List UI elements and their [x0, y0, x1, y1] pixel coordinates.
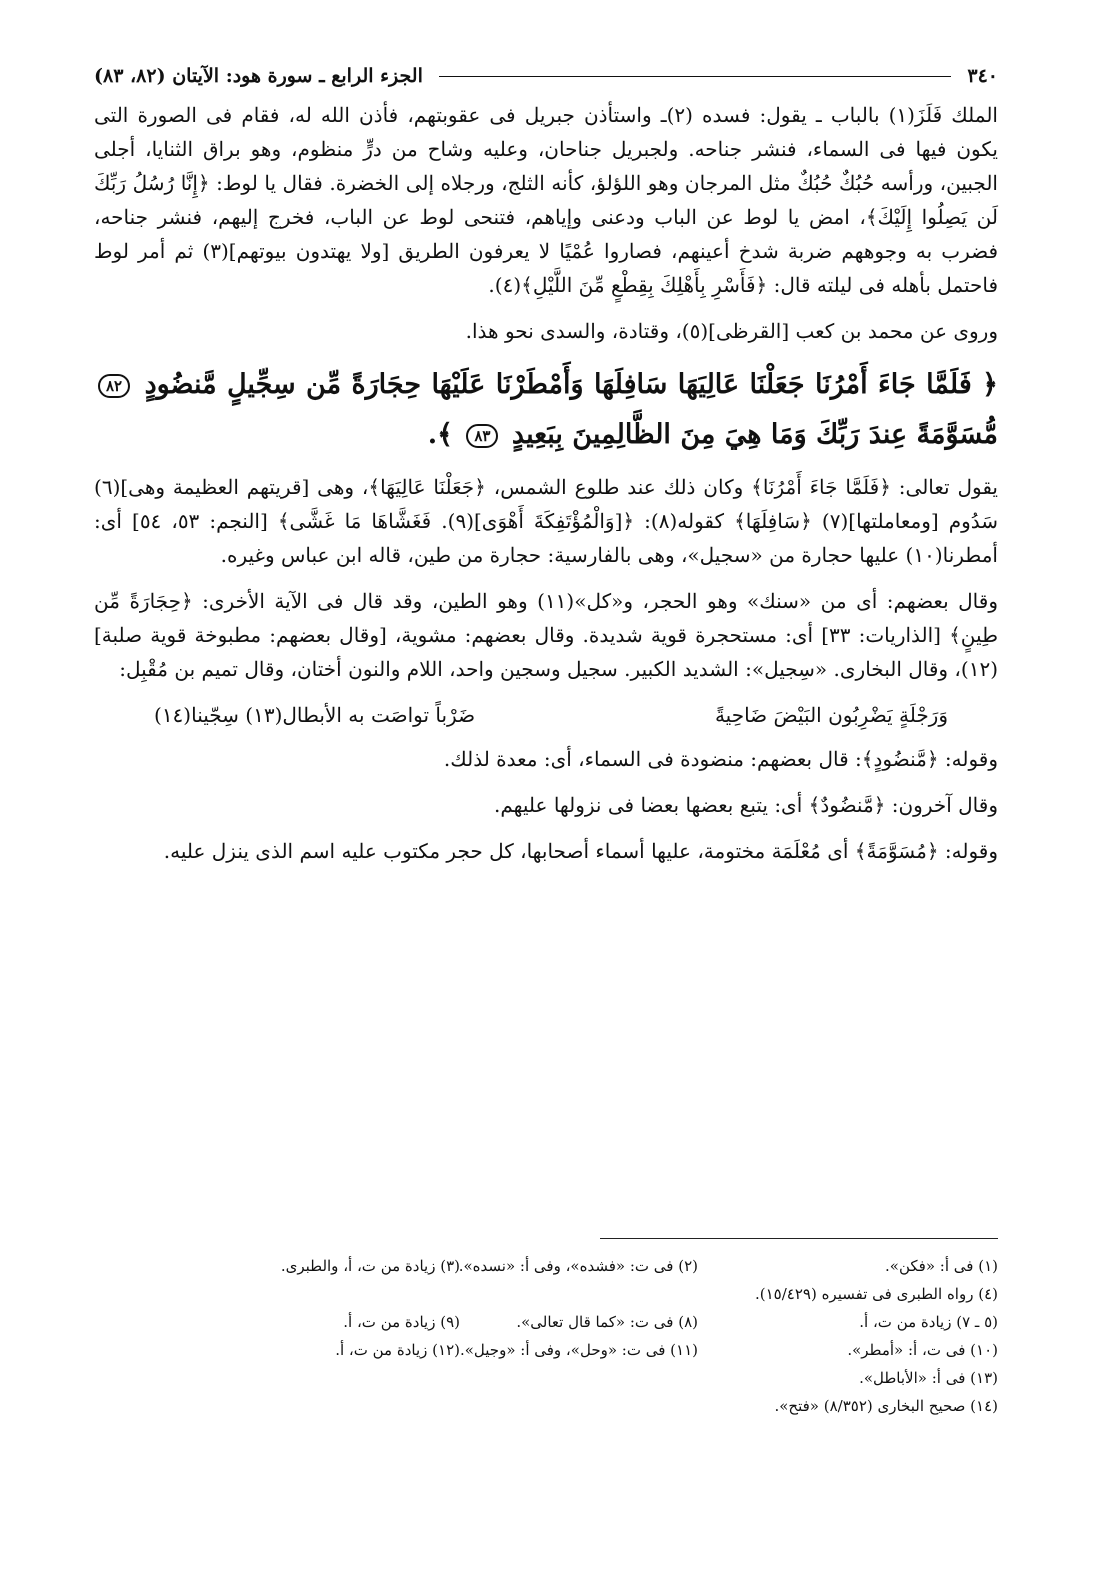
running-title: الجزء الرابع ـ سورة هود: الآيتان (٨٢، ٨٣) [94, 65, 423, 87]
footnote: (١١) فى ت: «وحل»، وفى أ: «وجيل». [459, 1341, 698, 1359]
poem-verse [154, 698, 948, 732]
main-text [94, 98, 998, 868]
closing-paragraph: وقال آخرون: ﴿مَّنضُودٌ﴾ أى: يتبع بعضها بعضا فى نزولها عليهم. [494, 793, 998, 817]
footnote: (٢) فى ت: «فشده»، وفى أ: «نسده». [458, 1257, 698, 1275]
commentary-paragraph: يقول تعالى: ﴿فَلَمَّا جَاءَ أَمْرُنَا﴾ وكان ذلك عند طلوع الشمس، ﴿جَعَلْنَا عَالِيَهَا﴾، وهى [قريتهم العظيمة وهى](٦) سَدُوم [ومعاملتها](٧) ﴿سَافِلَهَا﴾ كقوله(٨): ﴿[وَالْمُؤْتَفِكَةَ أَهْوَى](٩). فَغَشَّاهَا مَا غَشَّى﴾ [النجم: ٥٣، ٥٤] أى: أمطرنا(١٠) عليها حجارة من «سجيل»، وهى بالفارسية: حجارة من طين، قاله ابن عباس وغيره. [94, 475, 999, 567]
footnote-row [160, 1392, 998, 1420]
footnotes [160, 1252, 998, 1420]
verse-end-bracket: ﴾. [427, 419, 453, 450]
header-rule [439, 76, 952, 77]
page-header [94, 58, 998, 94]
poem-hemistich-2: ضَرْباً تواصَت به الأبطال(١٣) سِجّينا(١٤) [154, 703, 476, 727]
quran-verse [94, 360, 998, 460]
poem-hemistich-1: وَرَجْلَةٍ يَضْرِبُون البَيْضَ ضَاحِيةً [714, 703, 948, 727]
footnote-separator [600, 1238, 998, 1239]
footnote: (١٢) زيادة من ت، أ. [335, 1341, 460, 1359]
page-number: ٣٤٠ [967, 65, 998, 87]
footnote: (١٤) صحيح البخارى (٨/٣٥٢) «فتح». [774, 1397, 998, 1415]
footnote: (٩) زيادة من ت، أ. [343, 1313, 460, 1331]
footnote-row [160, 1336, 998, 1364]
verse-line-2: مُّسَوَّمَةً عِندَ رَبِّكَ وَمَا هِيَ مِنَ الظَّالِمِينَ بِبَعِيدٍ [511, 419, 998, 450]
footnote-row [160, 1308, 998, 1336]
footnote-row [160, 1364, 998, 1392]
closing-paragraph: وقوله: ﴿مُسَوَّمَةً﴾ أى مُعْلَمَة مختومة، عليها أسماء أصحابها، كل حجر مكتوب عليه اسم الذى ينزل عليه. [163, 839, 998, 863]
verse-number-83: ٨٣ [466, 424, 498, 448]
verse-number-82: ٨٢ [98, 374, 130, 398]
footnote-row [160, 1252, 998, 1280]
footnote: (١٣) فى أ: «الأباطل». [859, 1369, 998, 1387]
footnote: (١٠) فى ت، أ: «أمطر». [847, 1341, 998, 1359]
closing-paragraph: وقوله: ﴿مَّنضُودٍ﴾: قال بعضهم: منضودة فى السماء، أى: معدة لذلك. [443, 747, 998, 771]
footnote-row [160, 1280, 998, 1308]
paragraph: الملك فَلَزَ(١) بالباب ـ يقول: فسده (٢)ـ واستأذن جبريل فى عقوبتهم، فأذن الله له، فقام فى الصورة التى يكون فيها فى السماء، فنشر جناحه. ولجبريل جناحان، وعليه وشاح من درٍّ منظوم، وهو براق الثنايا، أجلى الجبين، ورأسه حُبُكٌ حُبُكٌ مثل المرجان وهو اللؤلؤ، كأنه الثلج، ورجلاه إلى الخضرة. فقال يا لوط: ﴿إِنَّا رُسُلُ رَبِّكَ لَن يَصِلُوا إِلَيْكَ﴾، امض يا لوط عن الباب ودعنى وإياهم، فتنحى لوط عن الباب، فخرج إليهم، فنشر جناحه، فضرب به وجوههم ضربة شدخ أعينهم، فصاروا عُمْيًا لا يعرفون الطريق [ولا يهتدون بيوتهم](٣) ثم أمر لوط فاحتمل بأهله فى ليلته قال: ﴿فَأَسْرِ بِأَهْلِكَ بِقِطْعٍ مِّنَ اللَّيْلِ﴾(٤). [94, 103, 999, 297]
footnote: (٥ ـ ٧) زيادة من ت، أ. [859, 1313, 998, 1331]
footnote: (٤) رواه الطبرى فى تفسيره (١٥/٤٢٩). [754, 1285, 998, 1303]
footnote: (١) فى أ: «فكن». [885, 1257, 998, 1275]
commentary-paragraph: وقال بعضهم: أى من «سنك» وهو الحجر، و«كل»(١١) وهو الطين، وقد قال فى الآية الأخرى: ﴿حِجَارَةً مِّن طِينٍ﴾ [الذاريات: ٣٣] أى: مستحجرة قوية شديدة. وقال بعضهم: مشوية، [وقال بعضهم: مطبوخة قوية صلبة](١٢)، وقال البخارى. «سِجيل»: الشديد الكبير. سجيل وسجين واحد، اللام والنون أختان، وقال تميم بن مُقْبِل: [94, 589, 998, 681]
footnote: (٣) زيادة من ت، أ، والطبرى. [280, 1257, 460, 1275]
footnote: (٨) فى ت: «كما قال تعالى». [516, 1313, 698, 1331]
verse-line-1: ﴿ فَلَمَّا جَاءَ أَمْرُنَا جَعَلْنَا عَالِيَهَا سَافِلَهَا وَأَمْطَرْنَا عَلَيْهَا حِجَارَةً مِّن سِجِّيلٍ مَّنضُودٍ [144, 369, 999, 400]
paragraph: وروى عن محمد بن كعب [القرظى](٥)، وقتادة، والسدى نحو هذا. [465, 319, 998, 343]
